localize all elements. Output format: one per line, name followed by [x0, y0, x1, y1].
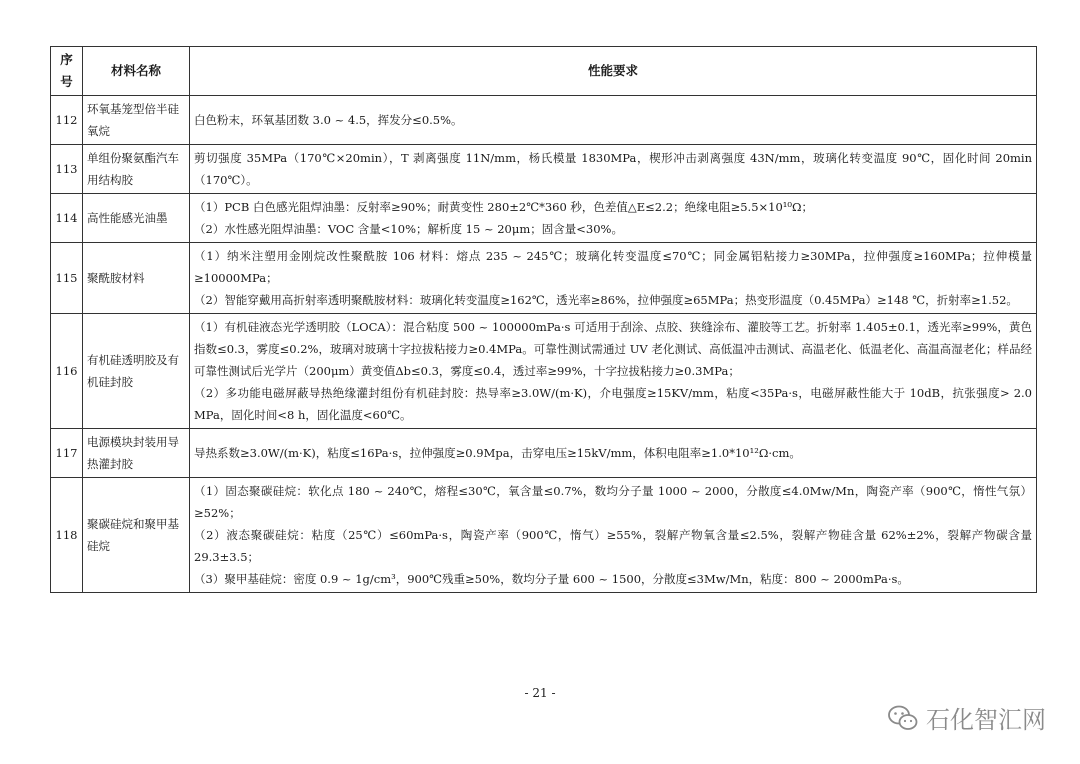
material-name: 聚碳硅烷和聚甲基硅烷 — [83, 478, 190, 593]
row-number: 114 — [51, 194, 83, 243]
requirement-item: 白色粉末，环氧基团数 3.0 ~ 4.5，挥发分≤0.5%。 — [194, 113, 463, 127]
table-header-row — [51, 47, 1037, 96]
materials-table — [50, 46, 1037, 593]
requirement-item: （1）有机硅液态光学透明胶（LOCA）：混合粘度 500 ~ 100000mPa·s 可适用于刮涂、点胶、狭缝涂布、灌胶等工艺。折射率 1.405±0.1，透光率≥99%，黄色指数≤0.3，雾度≤0.2%，玻璃对玻璃十字拉拔粘接力≥0.4MPa。可靠性测试需通过 UV 老化测试、高低温冲击测试、高温老化、低温老化、高温高湿老化；样品经可靠性测试后光学片（200μm）黄变值Δb≤0.3，雾度≤0.4，透过率≥99%，十字拉拔粘接力≥0.3MPa； — [194, 320, 1032, 378]
table-row — [51, 194, 1037, 243]
table-row — [51, 429, 1037, 478]
requirement-item: （1）固态聚碳硅烷：软化点 180 ~ 240℃，熔程≤30℃，氧含量≤0.7%，数均分子量 1000 ~ 2000，分散度≤4.0Mw/Mn，陶瓷产率（900℃，惰性气氛）≥52%； — [194, 484, 1032, 520]
material-name: 电源模块封装用导热灌封胶 — [83, 429, 190, 478]
material-name: 聚酰胺材料 — [83, 243, 190, 314]
header-requirements: 性能要求 — [190, 47, 1037, 96]
requirement-item: （2）智能穿戴用高折射率透明聚酰胺材料：玻璃化转变温度≥162℃，透光率≥86%，拉伸强度≥65MPa；热变形温度（0.45MPa）≥148 ℃，折射率≥1.52。 — [194, 293, 1018, 307]
requirements-cell — [190, 243, 1037, 314]
row-number: 115 — [51, 243, 83, 314]
requirement-item: （2）液态聚碳硅烷：粘度（25℃）≤60mPa·s，陶瓷产率（900℃，惰气）≥55%，裂解产物氧含量≤2.5%，裂解产物硅含量 62%±2%，裂解产物碳含量 29.3±3.5； — [194, 528, 1032, 564]
requirements-cell — [190, 429, 1037, 478]
watermark — [888, 700, 1046, 735]
table-row — [51, 243, 1037, 314]
row-number: 113 — [51, 145, 83, 194]
row-number: 112 — [51, 96, 83, 145]
page-number: - 21 - — [524, 686, 556, 700]
material-name: 高性能感光油墨 — [83, 194, 190, 243]
material-name: 有机硅透明胶及有机硅封胶 — [83, 314, 190, 429]
requirement-item: （1）PCB 白色感光阻焊油墨：反射率≥90%；耐黄变性 280±2℃*360 秒，色差值△E≤2.2；绝缘电阻≥5.5×10¹⁰Ω； — [194, 200, 814, 214]
requirement-item: （2）水性感光阻焊油墨：VOC 含量<10%；解析度 15 ~ 20μm；固含量<30%。 — [194, 222, 623, 236]
row-number: 116 — [51, 314, 83, 429]
table-row — [51, 96, 1037, 145]
header-name: 材料名称 — [83, 47, 190, 96]
table-body — [51, 96, 1037, 593]
requirements-cell — [190, 96, 1037, 145]
table-row — [51, 314, 1037, 429]
table-row — [51, 145, 1037, 194]
header-no: 序号 — [51, 47, 83, 96]
requirement-item: 导热系数≥3.0W/(m·K)，粘度≤16Pa·s，拉伸强度≥0.9Mpa，击穿电压≥15kV/mm，体积电阻率≥1.0*10¹²Ω·cm。 — [194, 446, 801, 460]
table-row — [51, 478, 1037, 593]
wechat-icon — [888, 705, 918, 731]
row-number: 117 — [51, 429, 83, 478]
requirement-item: （2）多功能电磁屏蔽导热绝缘灌封组份有机硅封胶：热导率≥3.0W/(m·K)，介电强度≥15KV/mm，粘度<35Pa·s，电磁屏蔽性能大于 10dB，抗张强度> 2.0 MPa，固化时间<8 h，固化温度<60℃。 — [194, 386, 1032, 422]
requirement-item: 剪切强度 35MPa（170℃×20min），T 剥离强度 11N/mm，杨氏模量 1830MPa，楔形冲击剥离强度 43N/mm，玻璃化转变温度 90℃，固化时间 20min（170℃）。 — [194, 151, 1032, 187]
watermark-text: 石化智汇网 — [926, 706, 1046, 734]
requirements-cell — [190, 145, 1037, 194]
requirement-item: （3）聚甲基硅烷：密度 0.9 ~ 1g/cm³，900℃残重≥50%，数均分子量 600 ~ 1500，分散度≤3Mw/Mn，粘度：800 ~ 2000mPa·s。 — [194, 572, 909, 586]
requirements-cell — [190, 478, 1037, 593]
row-number: 118 — [51, 478, 83, 593]
material-name: 单组份聚氨酯汽车用结构胶 — [83, 145, 190, 194]
requirement-item: （1）纳米注塑用金刚烷改性聚酰胺 106 材料：熔点 235 ~ 245℃；玻璃化转变温度≤70℃；同金属铝粘接力≥30MPa，拉伸强度≥160MPa；拉伸模量≥10000MPa； — [194, 249, 1032, 285]
requirements-cell — [190, 314, 1037, 429]
requirements-cell — [190, 194, 1037, 243]
material-name: 环氧基笼型倍半硅氧烷 — [83, 96, 190, 145]
